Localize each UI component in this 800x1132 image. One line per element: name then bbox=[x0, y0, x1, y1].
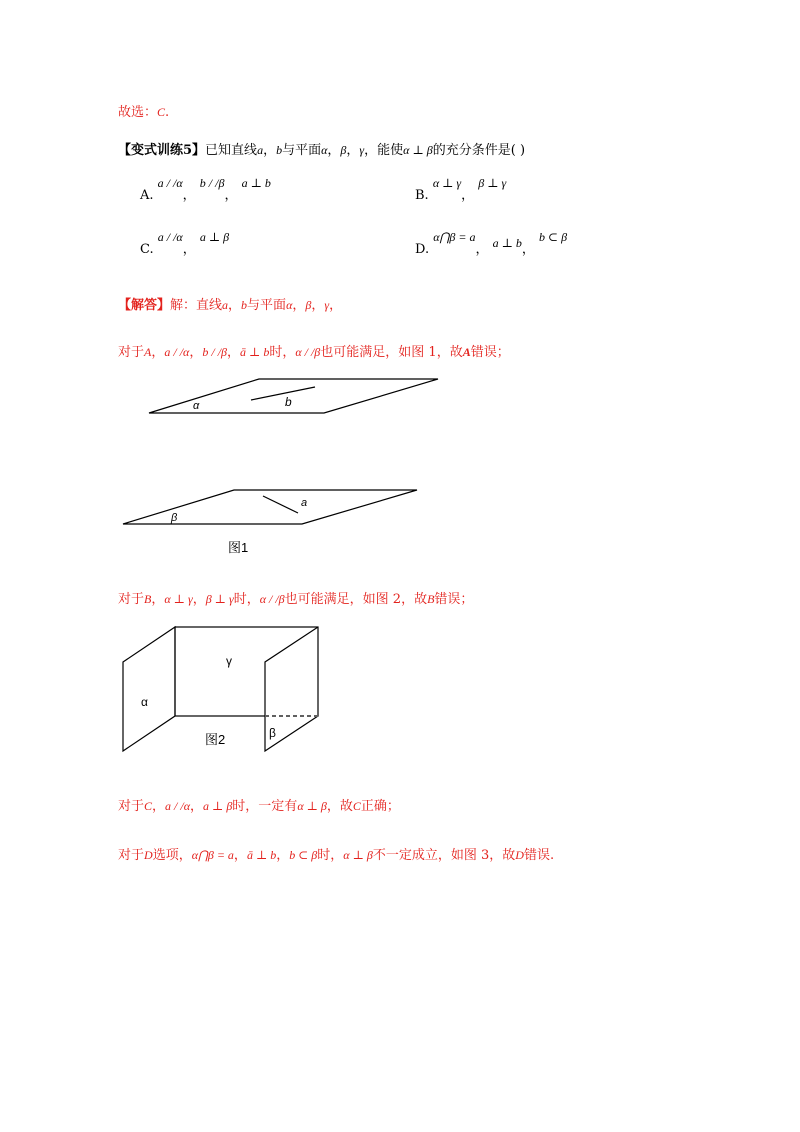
sep: ， bbox=[292, 298, 306, 313]
option-ref: D bbox=[144, 848, 153, 862]
answer-suffix: . bbox=[165, 105, 170, 120]
var-gamma: γ bbox=[359, 143, 365, 157]
answer-line bbox=[118, 103, 169, 122]
question-text-1: 已知直线 bbox=[205, 143, 258, 158]
var-beta: β bbox=[305, 298, 312, 312]
sep: ， bbox=[311, 298, 325, 313]
var-beta: β bbox=[340, 143, 347, 157]
sep: ， bbox=[189, 345, 203, 360]
figure-1 bbox=[115, 372, 455, 562]
question-line bbox=[118, 141, 525, 160]
text: 正确； bbox=[360, 799, 400, 814]
option-a-label: A. bbox=[140, 188, 154, 203]
figure-2-back-plane bbox=[175, 627, 318, 716]
figure-2-right-plane bbox=[265, 627, 318, 751]
option-d: D. α⋂β = a， a ⊥ b， b ⊂ β bbox=[415, 230, 568, 257]
solution-mid: 与平面 bbox=[247, 298, 287, 313]
option-a: A. a / /α， b / /β， a ⊥ b bbox=[140, 176, 271, 203]
solution-line-c bbox=[118, 797, 400, 816]
condition: a / /α bbox=[164, 345, 190, 359]
text: 选项， bbox=[152, 848, 192, 863]
option-b: B. α ⊥ γ， β ⊥ γ bbox=[415, 176, 507, 203]
question-text-2: 与平面 bbox=[282, 143, 322, 158]
text: 时， bbox=[233, 592, 260, 607]
result: α ⊥ β bbox=[343, 848, 373, 862]
question-text-4: 的充分条件是 bbox=[432, 143, 511, 158]
text: 错误； bbox=[470, 345, 510, 360]
option-ref: C bbox=[144, 799, 153, 813]
text: 也可能满足，如图 2，故 bbox=[284, 592, 428, 607]
text: 错误. bbox=[523, 848, 555, 863]
option-ref: D bbox=[515, 848, 524, 862]
var-alpha: α bbox=[286, 298, 293, 312]
figure-2 bbox=[115, 620, 335, 760]
option-d-p2: a ⊥ b bbox=[492, 236, 522, 250]
answer-prefix: 故选： bbox=[118, 105, 158, 120]
figure-1-alpha-label: α bbox=[193, 400, 200, 412]
figure-1-caption: 图1 bbox=[228, 540, 249, 555]
sep: ， bbox=[329, 298, 343, 313]
result: α / /β bbox=[259, 592, 285, 606]
condition: a / /α bbox=[165, 799, 191, 813]
text: 对于 bbox=[118, 592, 145, 607]
text: 对于 bbox=[118, 799, 145, 814]
var-b: b bbox=[276, 143, 283, 157]
question-tag: 【变式训练5】 bbox=[118, 143, 206, 158]
sep: ， bbox=[346, 143, 360, 158]
condition: α ⊥ γ bbox=[164, 592, 193, 606]
text: ，故 bbox=[326, 799, 353, 814]
solution-intro: 解：直线 bbox=[170, 298, 223, 313]
var-b: b bbox=[241, 298, 248, 312]
sep: ， bbox=[327, 143, 341, 158]
var-gamma: γ bbox=[324, 298, 330, 312]
solution-line-b bbox=[118, 590, 473, 609]
figure-1-bottom-plane bbox=[123, 490, 417, 524]
option-c: C. a / /α， a ⊥ β bbox=[140, 230, 230, 257]
answer-blank: ( ) bbox=[510, 143, 526, 158]
sep: ， bbox=[192, 592, 206, 607]
answer-value: C bbox=[157, 105, 166, 119]
result: α ⊥ β bbox=[297, 799, 327, 813]
figure-1-beta-label: β bbox=[171, 512, 178, 524]
text: 也可能满足，如图 1，故 bbox=[320, 345, 463, 360]
figure-2-left-plane bbox=[123, 627, 175, 751]
solution-tag: 【解答】 bbox=[118, 298, 171, 313]
condition: b ⊂ β bbox=[289, 848, 318, 862]
figure-1-b-label: b bbox=[285, 395, 292, 409]
result: α / /β bbox=[295, 345, 321, 359]
option-ref: A bbox=[462, 345, 471, 359]
sep: ， bbox=[190, 799, 204, 814]
var-a: a bbox=[222, 298, 229, 312]
condition: b / /β bbox=[202, 345, 228, 359]
question-condition: α ⊥ β bbox=[403, 143, 433, 157]
option-b-label: B. bbox=[415, 188, 429, 203]
option-a-p2: b / /β bbox=[199, 176, 225, 190]
option-b-p2: β ⊥ γ bbox=[478, 176, 507, 190]
option-ref: B bbox=[427, 592, 435, 606]
figure-1-top-plane bbox=[149, 379, 438, 413]
solution-header bbox=[118, 296, 342, 315]
figure-2-gamma-label: γ bbox=[226, 654, 232, 668]
sep: ， bbox=[152, 799, 166, 814]
text: 时，一定有 bbox=[232, 799, 298, 814]
figure-2-alpha-label: α bbox=[141, 695, 148, 709]
question-text-3: ，能使 bbox=[364, 143, 404, 158]
option-b-p1: α ⊥ γ bbox=[432, 176, 462, 190]
option-d-label: D. bbox=[415, 242, 430, 257]
sep: ， bbox=[263, 143, 277, 158]
var-alpha: α bbox=[321, 143, 328, 157]
sep: ， bbox=[151, 592, 165, 607]
option-a-p3: a ⊥ b bbox=[241, 176, 271, 190]
figure-2-beta-label: β bbox=[269, 726, 276, 740]
sep: ， bbox=[151, 345, 165, 360]
sep: ， bbox=[233, 848, 247, 863]
option-ref: C bbox=[352, 799, 361, 813]
condition: ā ⊥ b bbox=[246, 848, 277, 862]
condition: ā ⊥ b bbox=[240, 345, 270, 359]
option-d-p3: b ⊂ β bbox=[539, 230, 568, 244]
figure-2-caption: 图2 bbox=[205, 732, 226, 747]
option-ref: B bbox=[144, 592, 152, 606]
figure-1-a-label: a bbox=[301, 497, 308, 509]
solution-line-a bbox=[118, 343, 510, 362]
condition: a ⊥ β bbox=[203, 799, 233, 813]
option-d-p1: α⋂β = a bbox=[433, 230, 476, 244]
option-ref: A bbox=[144, 345, 152, 359]
text: 对于 bbox=[118, 345, 145, 360]
text: 对于 bbox=[118, 848, 145, 863]
solution-line-d bbox=[118, 846, 554, 865]
condition: β ⊥ γ bbox=[205, 592, 234, 606]
sep: ， bbox=[228, 298, 242, 313]
condition: α⋂β = a bbox=[191, 848, 234, 862]
text: 时， bbox=[317, 848, 344, 863]
option-c-p2: a ⊥ β bbox=[199, 230, 230, 244]
var-a: a bbox=[257, 143, 264, 157]
option-c-label: C. bbox=[140, 242, 154, 257]
option-a-p1: a / /α bbox=[157, 176, 183, 190]
text: 不一定成立，如图 3，故 bbox=[372, 848, 516, 863]
sep: ， bbox=[276, 848, 290, 863]
option-c-p1: a / /α bbox=[157, 230, 183, 244]
text: 错误； bbox=[434, 592, 474, 607]
text: 时， bbox=[269, 345, 296, 360]
sep: ， bbox=[227, 345, 241, 360]
